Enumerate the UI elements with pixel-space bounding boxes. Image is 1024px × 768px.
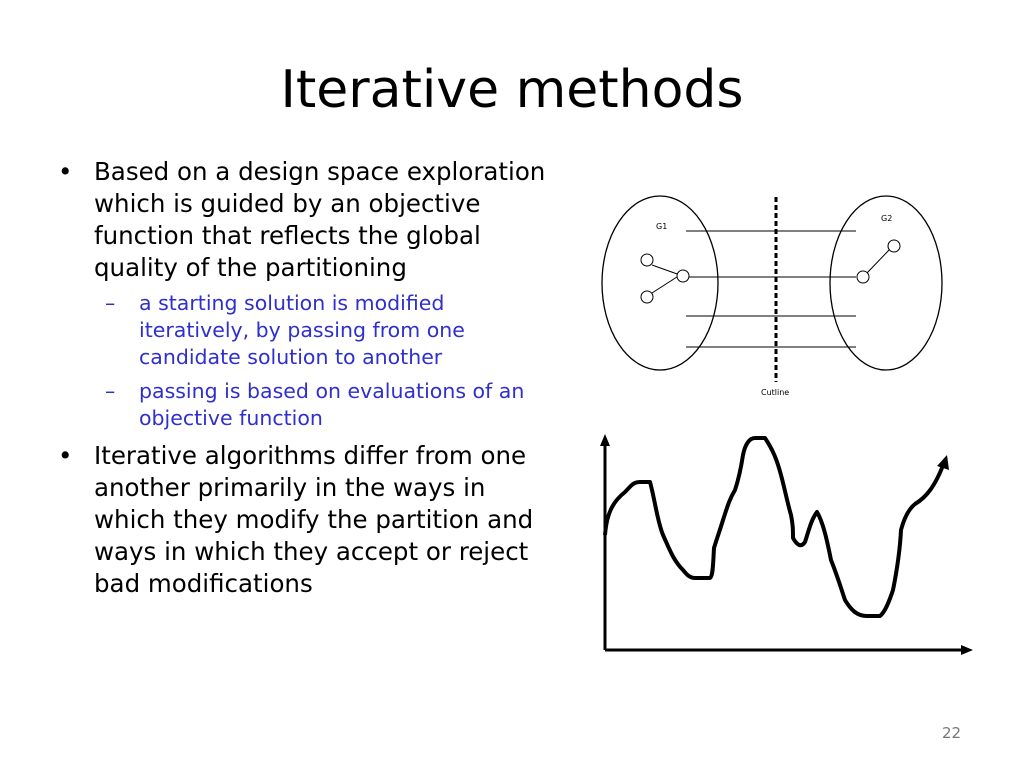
x-axis-arrow [961, 645, 973, 655]
node-edge [652, 275, 680, 293]
bullet-glyph: • [58, 157, 73, 186]
node-edge [652, 265, 680, 275]
y-axis-arrow [600, 434, 610, 446]
bullet-text: Based on a design space exploration which is guided by an objective function that reflects the global quality of the partitioning [94, 157, 546, 282]
bullet-glyph: • [58, 441, 73, 470]
cutline-label: Cutline [761, 388, 790, 397]
sub-bullet-list [58, 290, 548, 432]
sub-bullet-item [58, 290, 548, 371]
node-edge [867, 249, 890, 273]
graph-node [677, 270, 689, 282]
partition-diagram [590, 185, 970, 405]
graph-node [857, 271, 869, 283]
sub-bullet-text: passing is based on evaluations of an objective function [139, 379, 525, 430]
sub-bullet-item [58, 378, 548, 432]
bullet-item [58, 440, 548, 600]
graph-node [888, 240, 900, 252]
objective-curve [605, 438, 945, 616]
sub-bullet-glyph: – [105, 379, 116, 403]
curve-arrow [937, 455, 949, 470]
sub-bullet-glyph: – [105, 291, 116, 315]
bullet-text: Iterative algorithms differ from one another primarily in the ways in which they modify the partition and ways in which they accept or reject bad modifications [94, 441, 534, 598]
graph-node [641, 254, 653, 266]
sub-bullet-text: a starting solution is modified iteratively, by passing from one candidate solution to another [139, 291, 465, 369]
group1-label: G1 [656, 222, 668, 231]
group2-label: G2 [881, 214, 893, 223]
objective-landscape-diagram [595, 430, 975, 660]
bullet-item [58, 156, 548, 284]
page-number: 22 [942, 724, 962, 742]
graph-node [641, 291, 653, 303]
slide-title: Iterative methods [280, 60, 744, 120]
bullet-list [58, 156, 548, 604]
